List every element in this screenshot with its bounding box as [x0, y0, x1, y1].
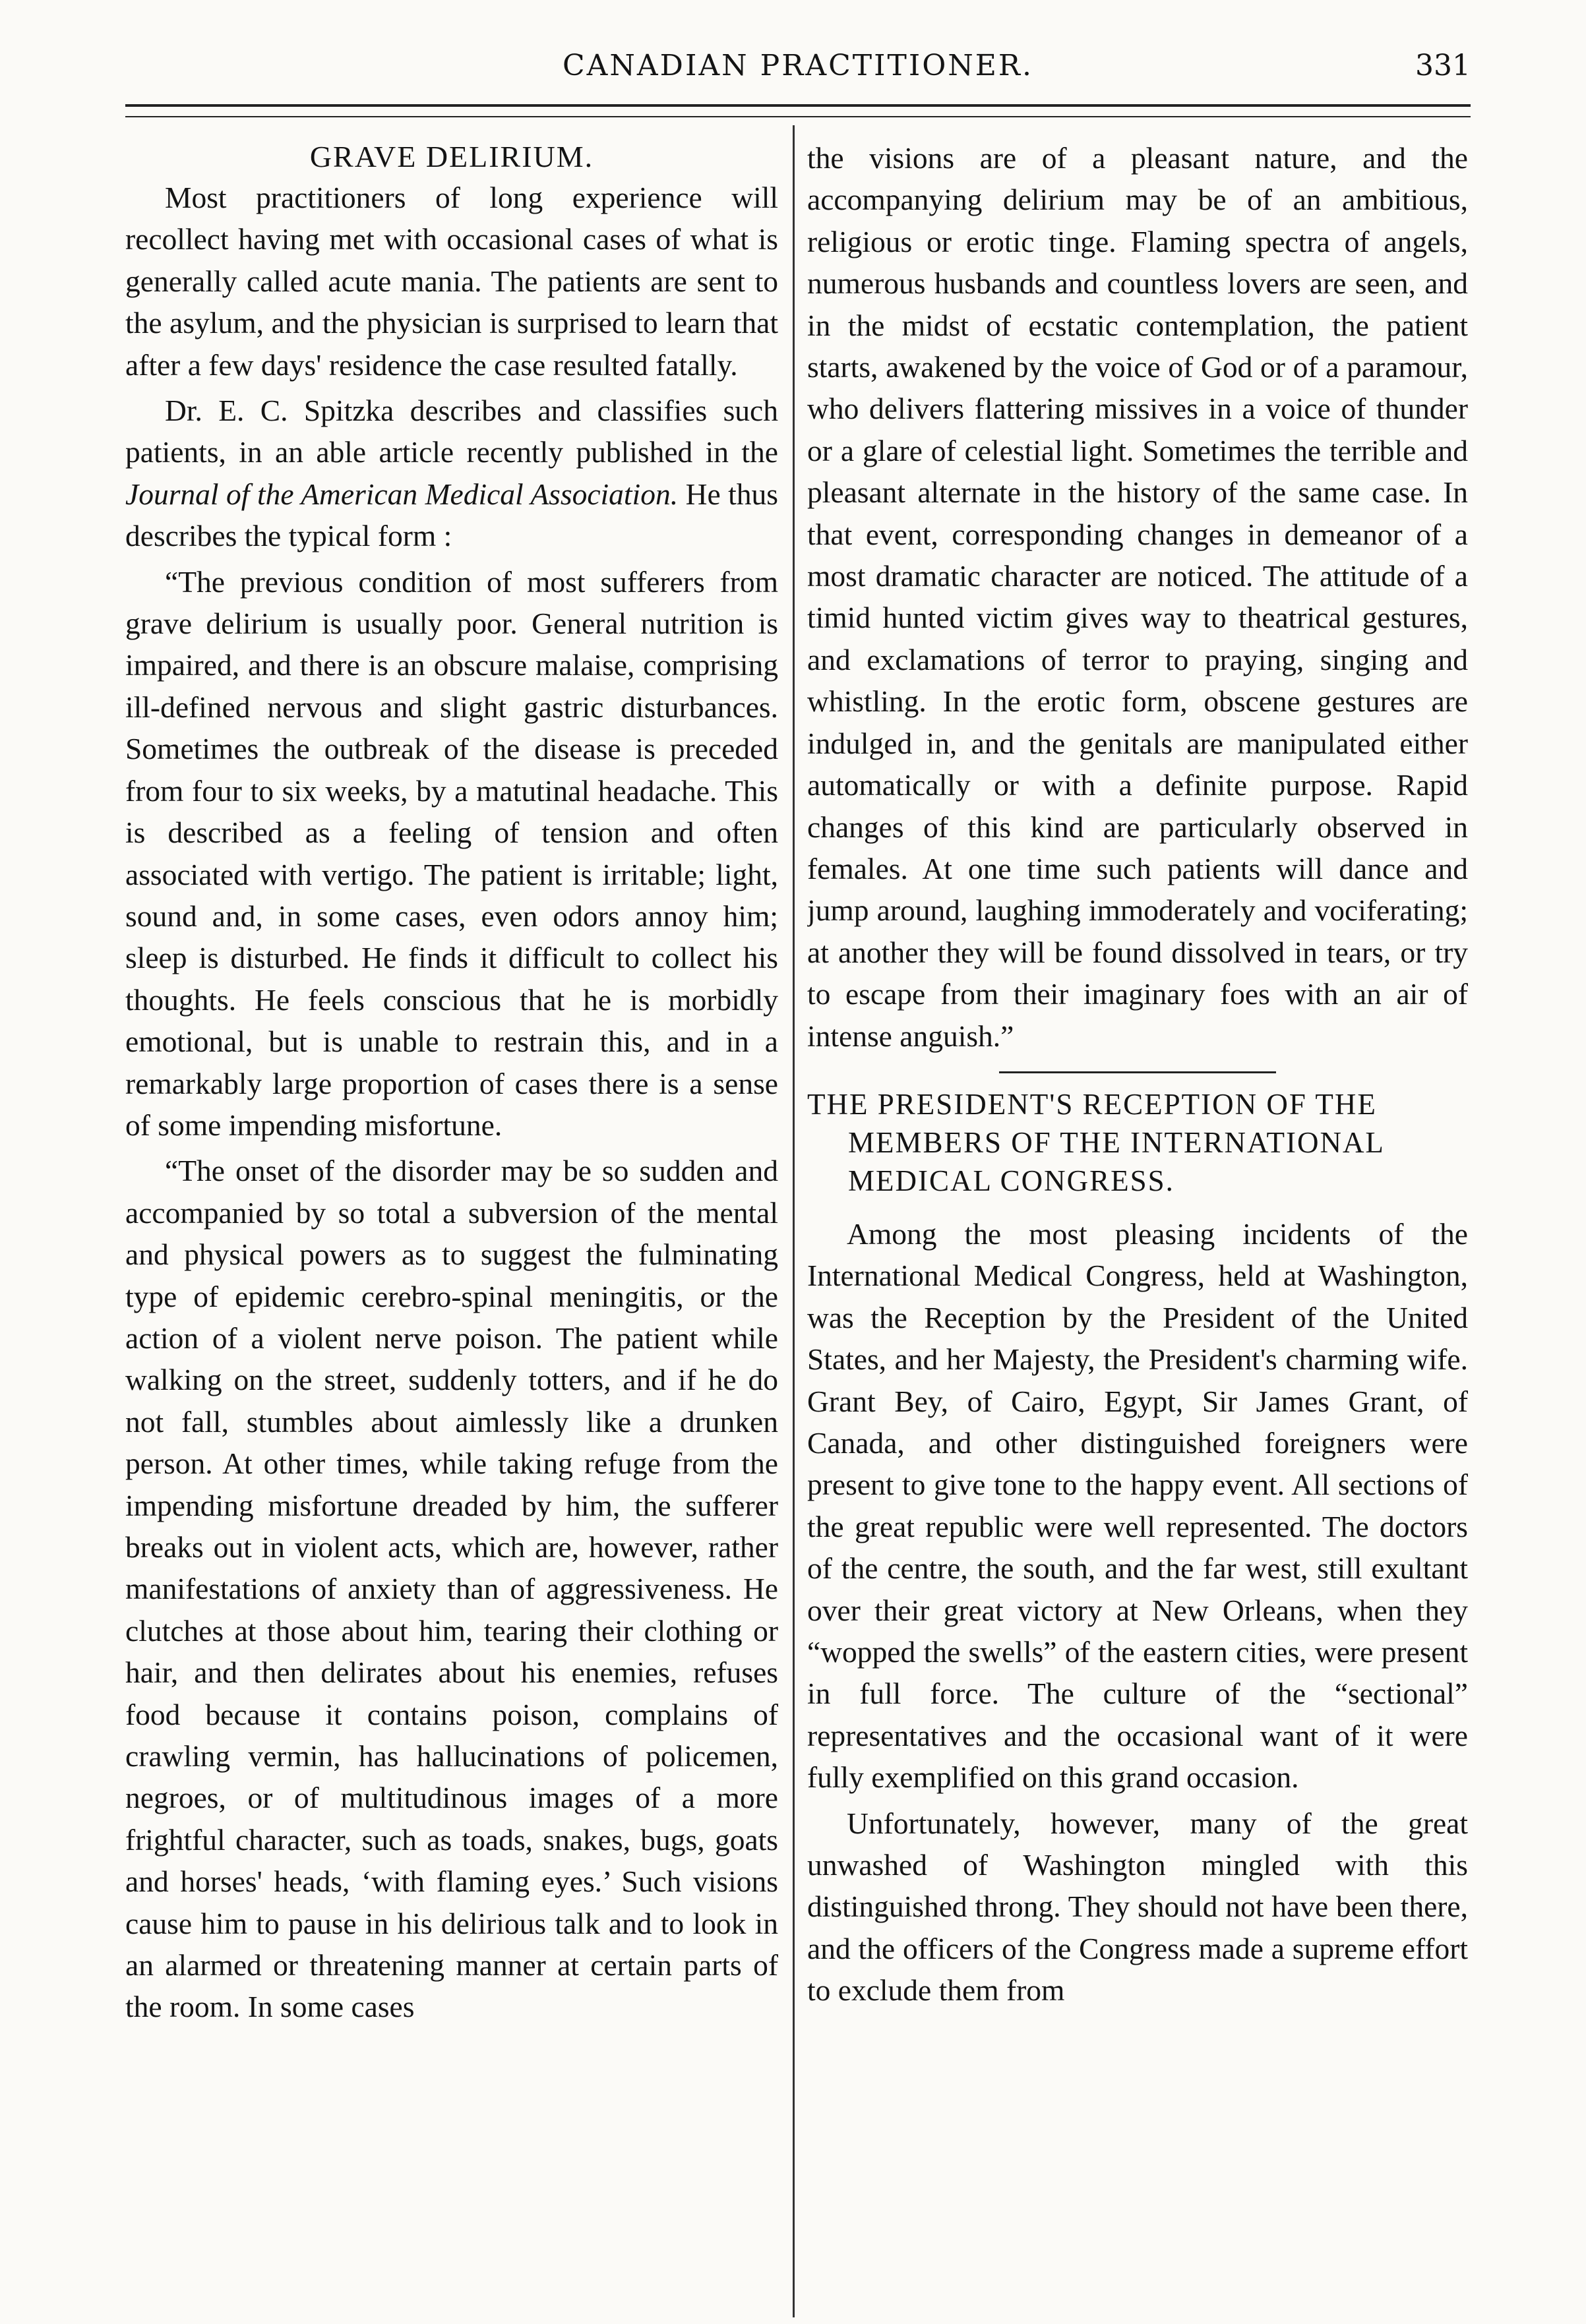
- paragraph: [125, 390, 778, 557]
- header-rule-thin: [125, 116, 1471, 117]
- paragraph: Among the most pleasing incidents of the International Medical Congress, held at Washington, was the Reception by the President of the United States, and her Majesty, the President's charming wife. Grant Bey, of Cairo, Egypt, Sir James Grant, of Canada, and other distinguished foreigners were present to give tone to the happy event. All sections of the great republic were well represented. The doctors of the centre, the south, and the far west, still exultant over their great victory at New Orleans, when they “wopped the swells” of the eastern cities, were present in full force. The culture of the “sectional” representatives and the occasional want of it were fully exemplified on this grand occasion.: [807, 1216, 1468, 1795]
- section-separator: [999, 1071, 1276, 1073]
- quoted-paragraph-continued: the visions are of a pleasant nature, and the accompanying delirium may be of an ambitious, religious or erotic tinge. Flaming spectra of angels, numerous husbands and countless lovers are seen, and in the midst of ecstatic contemplation, the patient starts, awakened by the voice of God or of a paramour, who delivers flattering missives in a voice of thunder or a glare of celestial light. Sometimes the terrible and pleasant alternate in the history of the same case. In that event, corresponding changes in demeanor of a most dramatic character are noticed. The attitude of a timid hunted victim gives way to theatrical gestures, and exclamations of terror to praying, singing and whistling. In the erotic form, obscene gestures are indulged in, and the genitals are manipulated either automatically or with a definite purpose. Rapid changes of this kind are particularly observed in females. At one time such patients will dance and jump around, laughing immoderately and vociferating; at another they will be found dissolved in tears, or try to escape from their imaginary foes with an air of intense anguish.”: [807, 141, 1468, 1053]
- article-heading-grave-delirium: GRAVE DELIRIUM.: [309, 140, 594, 173]
- page-number: 331: [1415, 49, 1471, 82]
- page-header: [125, 49, 1471, 102]
- left-column: [125, 137, 778, 2306]
- column-divider: [793, 125, 795, 2317]
- journal-title: Journal of the American Medical Association.: [125, 477, 679, 511]
- running-title: CANADIAN PRACTITIONER.: [562, 49, 1034, 82]
- quoted-paragraph: “The previous condition of most sufferers from grave delirium is usually poor. General nutrition is impaired, and there is an obscure malaise, comprising ill-defined nervous and slight gastric disturbances. Sometimes the outbreak of the disease is preceded from four to six weeks, by a matutinal headache. This is described as a feeling of tension and often associated with vertigo. The patient is irritable; light, sound and, in some cases, even odors annoy him; sleep is disturbed. He finds it difficult to collect his thoughts. He feels conscious that he is morbidly emotional, but is unable to restrain this, and in a remarkably large proportion of cases there is a sense of some impending misfortune.: [125, 564, 778, 1142]
- quoted-paragraph: “The onset of the disorder may be so sudden and accompanied by so total a subversion of the mental and physical powers as to suggest the fulminating type of epidemic cerebro-spinal meningitis, or the action of a violent nerve poison. The patient while walking on the street, suddenly totters, and if he do not fall, stumbles about aimlessly like a drunken person. At other times, while taking refuge from the impending misfortune dreaded by him, the sufferer breaks out in violent acts, which are, however, rather manifestations of anxiety than of aggressiveness. He clutches at those about him, tearing their clothing or hair, and then delirates about his enemies, refuses food because it contains poison, complains of crawling vermin, has hallucinations of policemen, negroes, or of multitudinous images of a more frightful character, such as toads, snakes, bugs, goats and horses' heads, ‘with flaming eyes.’ Such visions cause him to pause in his delirious talk and to look in an alarmed or threatening manner at certain parts of the room. In some cases: [125, 1154, 778, 2024]
- paragraph: Unfortunately, however, many of the great unwashed of Washington mingled with this distinguished throng. They should not have been there, and the officers of the Congress made a supreme effort to exclude them from: [807, 1806, 1468, 2008]
- header-rule-thick: [125, 104, 1471, 107]
- right-column: [807, 137, 1468, 2306]
- paragraph-text: Dr. E. C. Spitzka describes and classifies such patients, in an able article recently published in the: [125, 394, 778, 469]
- paragraph-text: He thus describes the typical form :: [125, 477, 778, 553]
- article-heading-presidents-reception: THE PRESIDENT'S RECEPTION OF THE MEMBERS OF THE INTERNATIONAL MEDICAL CONGRESS.: [807, 1087, 1384, 1197]
- paragraph: Most practitioners of long experience will recollect having met with occasional cases of what is generally called acute mania. The patients are sent to the asylum, and the physician is surprised to learn that after a few days' residence the case resulted fatally.: [125, 181, 778, 382]
